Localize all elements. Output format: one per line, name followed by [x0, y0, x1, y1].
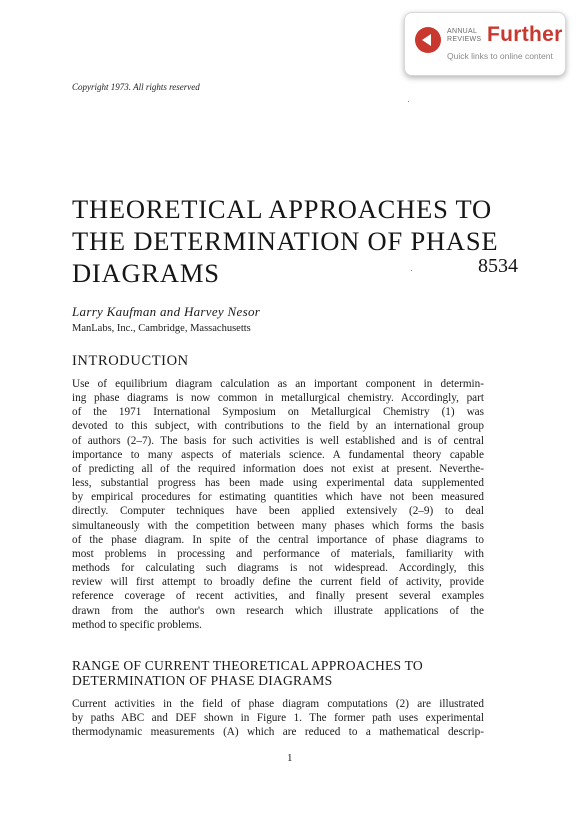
- text-line: methods for calculating such diagrams is not widespread. Accordingly, this: [72, 562, 484, 575]
- text-line: drawn from the author's own research which illustrate applications of the: [72, 604, 484, 617]
- introduction-paragraph: [72, 377, 484, 632]
- text-line: importance to many aspects of materials science. A fundamental theory capable: [72, 448, 484, 461]
- text-line: by paths ABC and DEF shown in Figure 1. The former path uses experimental: [72, 712, 484, 725]
- text-line: most problems in processing and performance of materials, familiarity with: [72, 547, 484, 560]
- range-paragraph: [72, 697, 484, 739]
- article-authors: Larry Kaufman and Harvey Nesor: [72, 304, 261, 319]
- text-line: method to specific problems.: [72, 618, 202, 631]
- play-left-icon: [415, 27, 441, 53]
- badge-annual-text: ANNUAL: [447, 28, 478, 35]
- text-line: review will first attempt to broadly define the current field of activity, provide: [72, 576, 484, 589]
- text-line: of the phase diagram. In spite of the central importance of phase diagrams to: [72, 533, 484, 546]
- copyright-notice: Copyright 1973. All rights reserved: [72, 82, 200, 92]
- badge-further-text: Further: [487, 23, 563, 46]
- badge-publisher: [447, 28, 487, 44]
- page-number: 1: [287, 752, 293, 764]
- title-line: THE DETERMINATION OF PHASE: [72, 226, 499, 256]
- text-line: reference coverage of recent activities, and finally present several examples: [72, 590, 484, 603]
- text-line: by empirical procedures for estimating quantities which have not been measured: [72, 491, 484, 504]
- annual-reviews-further-badge[interactable]: [404, 12, 566, 76]
- text-line: of predicting all of the required information does not exist at present. Neverthe-: [72, 462, 484, 475]
- section-heading-range: [72, 659, 423, 688]
- text-line: simultaneously with the competition between many phases which forms the basis: [72, 519, 484, 532]
- text-line: ing phase diagrams is now common in metallurgical chemistry. Accordingly, part: [72, 392, 484, 405]
- text-line: of authors (2–7). The basis for such activities is well established and is of central: [72, 434, 484, 447]
- section-heading-introduction: INTRODUCTION: [72, 353, 189, 369]
- text-line: Current activities in the field of phase diagram computations (2) are illustrated: [72, 698, 484, 710]
- speck: [408, 101, 409, 102]
- text-line: devoted to this subject, with contributions to the field by an international group: [72, 420, 484, 433]
- article-code: 8534: [478, 255, 518, 277]
- text-line: thermodynamic measurements (A) which are reduced to a mathematical descrip-: [72, 726, 484, 739]
- text-line: less, substantial progress has been made using experimental data supplemented: [72, 477, 484, 490]
- article-affiliation: ManLabs, Inc., Cambridge, Massachusetts: [72, 323, 251, 334]
- heading-line: DETERMINATION OF PHASE DIAGRAMS: [72, 672, 333, 688]
- title-line: THEORETICAL APPROACHES TO: [72, 194, 492, 224]
- badge-tagline: Quick links to online content: [447, 51, 553, 61]
- badge-reviews-text: REVIEWS: [447, 36, 482, 43]
- heading-line: RANGE OF CURRENT THEORETICAL APPROACHES TO: [72, 658, 423, 673]
- article-title: [72, 193, 512, 289]
- text-line: of the 1971 International Symposium on Metallurgical Chemistry (1) was: [72, 406, 484, 419]
- text-line: directly. Computer techniques have been applied extensively (2–9) to deal: [72, 505, 484, 518]
- text-line: Use of equilibrium diagram calculation as an important component in determin-: [72, 378, 484, 390]
- title-line: DIAGRAMS: [72, 258, 220, 288]
- speck: [411, 270, 412, 271]
